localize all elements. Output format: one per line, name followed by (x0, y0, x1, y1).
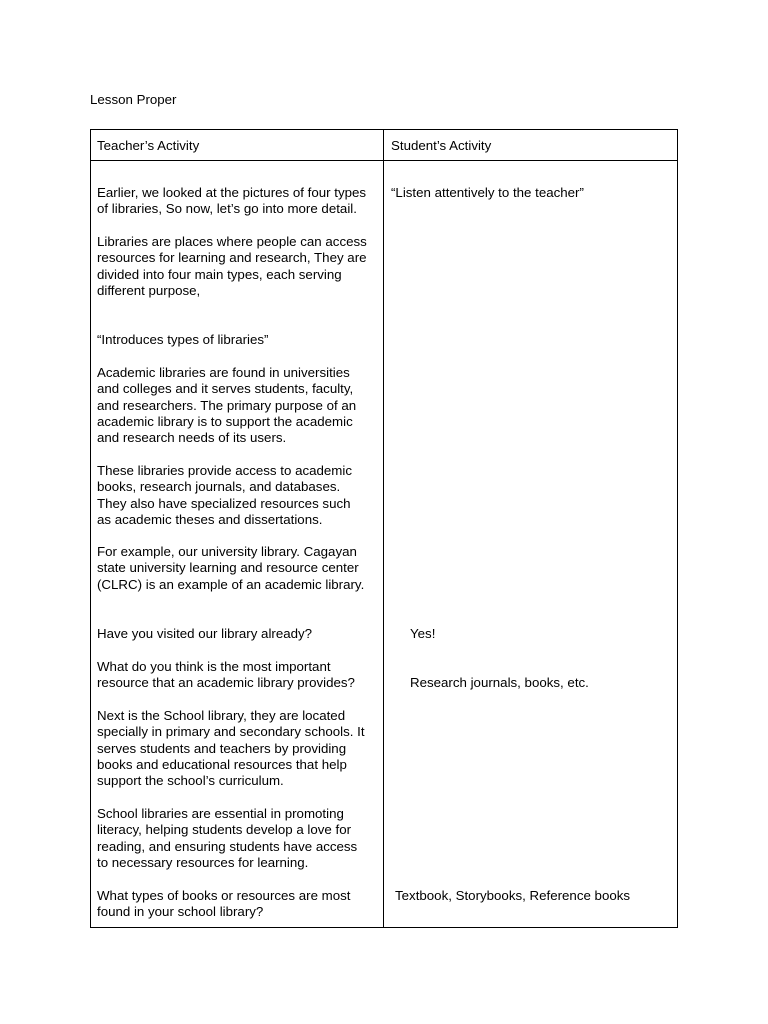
section-heading: Lesson Proper (90, 92, 177, 107)
teacher-activity-line: and colleges and it serves students, faculty, (97, 381, 354, 397)
teacher-activity-line: resource that an academic library provides? (97, 675, 355, 691)
column-divider (383, 130, 384, 927)
teacher-activity-line: reading, and ensuring students have access (97, 838, 358, 854)
teacher-activity-line: support the school’s curriculum. (97, 773, 284, 789)
teacher-activity-line: serves students and teachers by providing (97, 740, 347, 756)
teacher-activity-line: resources for learning and research, They are (97, 250, 367, 266)
teacher-activity-line: and research needs of its users. (97, 430, 287, 446)
student-response: “Listen attentively to the teacher” (391, 185, 584, 200)
teacher-activity-line: specially in primary and secondary schools. It (97, 724, 365, 740)
teacher-activity-line: literacy, helping students develop a love for (97, 822, 352, 838)
teacher-activity-line: academic library is to support the academic (97, 413, 353, 429)
student-response: Textbook, Storybooks, Reference books (395, 888, 631, 903)
teacher-activity-line: Have you visited our library already? (97, 626, 313, 641)
teacher-activity-line: “Introduces types of libraries” (97, 332, 269, 347)
teacher-activity-header: Teacher’s Activity (97, 138, 200, 153)
teacher-activity-line: Academic libraries are found in universities (97, 365, 350, 380)
student-activity-header: Student’s Activity (391, 138, 492, 153)
teacher-activity-line: What do you think is the most important (97, 659, 331, 674)
teacher-activity-line: to necessary resources for learning. (97, 854, 309, 870)
teacher-activity-line: Libraries are places where people can access (97, 234, 367, 249)
teacher-activity-line: What types of books or resources are most (97, 888, 351, 903)
teacher-activity-line: and researchers. The primary purpose of an (97, 397, 357, 413)
teacher-activity-line: books and educational resources that help (97, 756, 347, 772)
activity-table (90, 129, 678, 928)
teacher-activity-line: of libraries, So now, let’s go into more detail. (97, 201, 357, 217)
teacher-activity-line: Earlier, we looked at the pictures of four types (97, 185, 367, 200)
student-response: Yes! (410, 626, 436, 641)
teacher-activity-line: They also have specialized resources such (97, 495, 351, 511)
teacher-activity-line: state university learning and resource center (97, 560, 359, 576)
teacher-activity-line: divided into four main types, each serving (97, 266, 342, 282)
teacher-activity-line: Next is the School library, they are located (97, 708, 346, 723)
teacher-activity-line: found in your school library? (97, 904, 264, 920)
header-divider (91, 160, 677, 161)
teacher-activity-line: For example, our university library. Cagayan (97, 544, 357, 559)
student-response: Research journals, books, etc. (410, 675, 589, 690)
teacher-activity-line: books, research journals, and databases. (97, 479, 341, 495)
teacher-activity-line: different purpose, (97, 282, 201, 298)
teacher-activity-line: These libraries provide access to academic (97, 463, 352, 478)
teacher-activity-line: as academic theses and dissertations. (97, 511, 323, 527)
teacher-activity-line: (CLRC) is an example of an academic library. (97, 576, 365, 592)
teacher-activity-line: School libraries are essential in promoting (97, 806, 344, 821)
